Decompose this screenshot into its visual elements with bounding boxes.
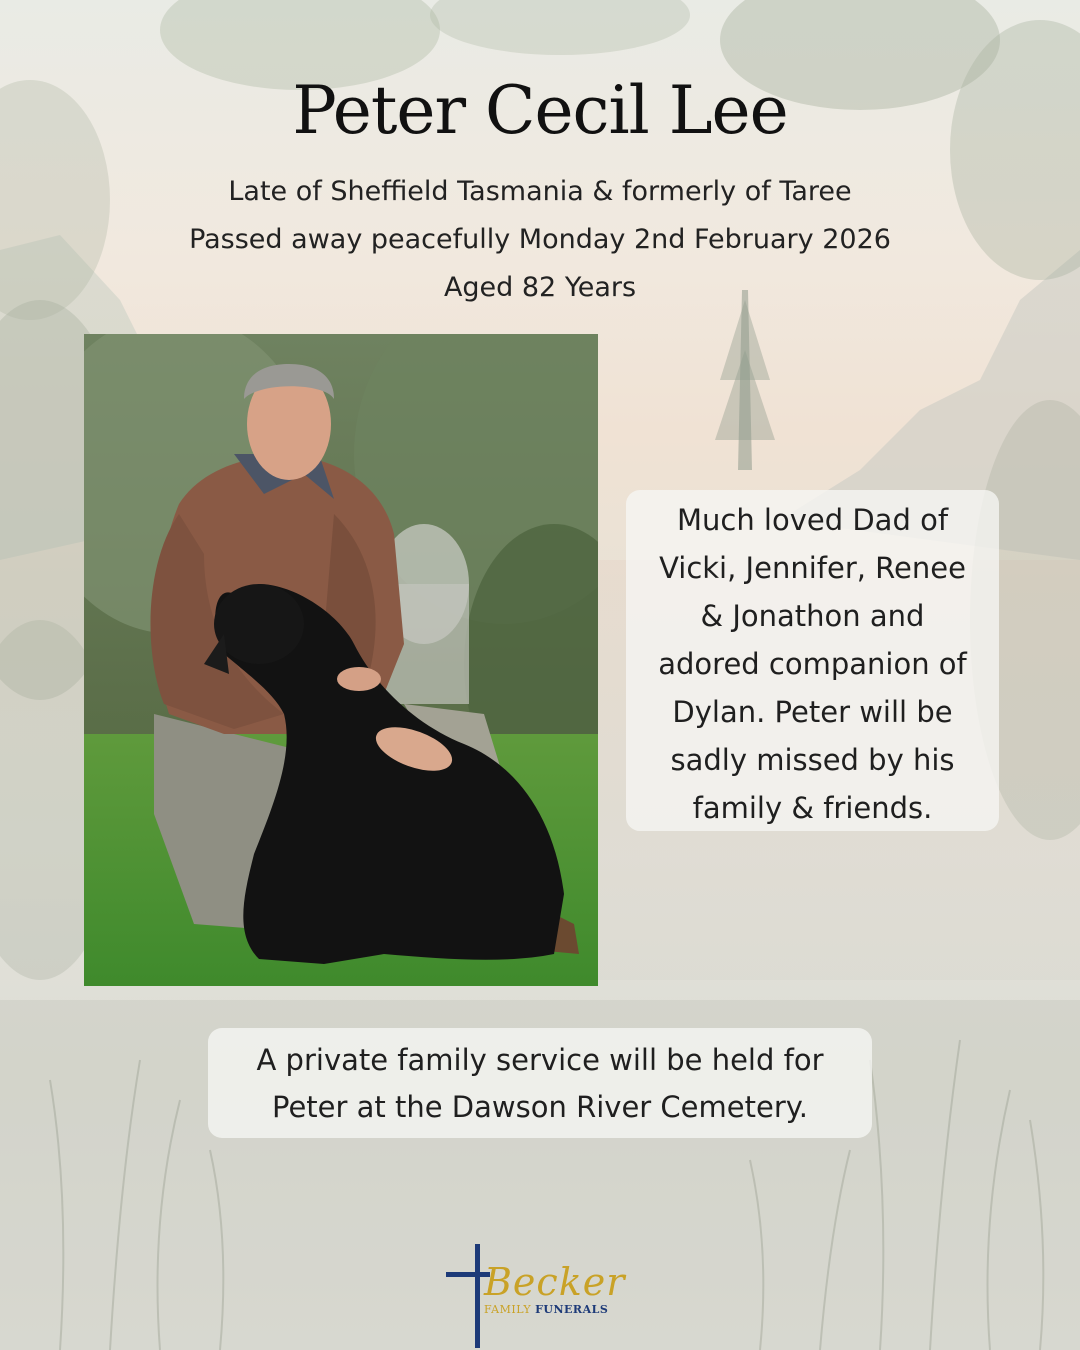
tribute-line: adored companion of <box>658 647 967 681</box>
tribute-line: Dylan. Peter will be <box>672 695 953 729</box>
becker-funerals-logo <box>440 1238 640 1350</box>
service-line: A private family service will be held for <box>256 1043 824 1077</box>
tribute-line: & Jonathon and <box>700 599 925 633</box>
date-of-passing-line: Passed away peacefully Monday 2nd February 2026 <box>189 224 891 255</box>
service-line: Peter at the Dawson River Cemetery. <box>271 1090 808 1124</box>
tribute-line: Much loved Dad of <box>676 503 949 537</box>
tribute-line: family & friends. <box>692 791 933 825</box>
logo-subtitle-funerals: FUNERALS <box>535 1303 609 1316</box>
tribute-panel <box>626 490 999 831</box>
tribute-line: Vicki, Jennifer, Renee <box>659 551 966 585</box>
deceased-name: Peter Cecil Lee <box>292 72 788 149</box>
service-panel <box>208 1028 872 1138</box>
logo-subtitle-family: FAMILY <box>484 1303 532 1316</box>
logo-wordmark: Becker <box>484 1260 626 1304</box>
logo-subtitle <box>484 1303 608 1316</box>
age-line: Aged 82 Years <box>443 272 637 303</box>
residence-line: Late of Sheffield Tasmania & formerly of Taree <box>228 176 852 207</box>
tribute-line: sadly missed by his <box>670 743 955 777</box>
portrait-photo <box>84 334 598 986</box>
